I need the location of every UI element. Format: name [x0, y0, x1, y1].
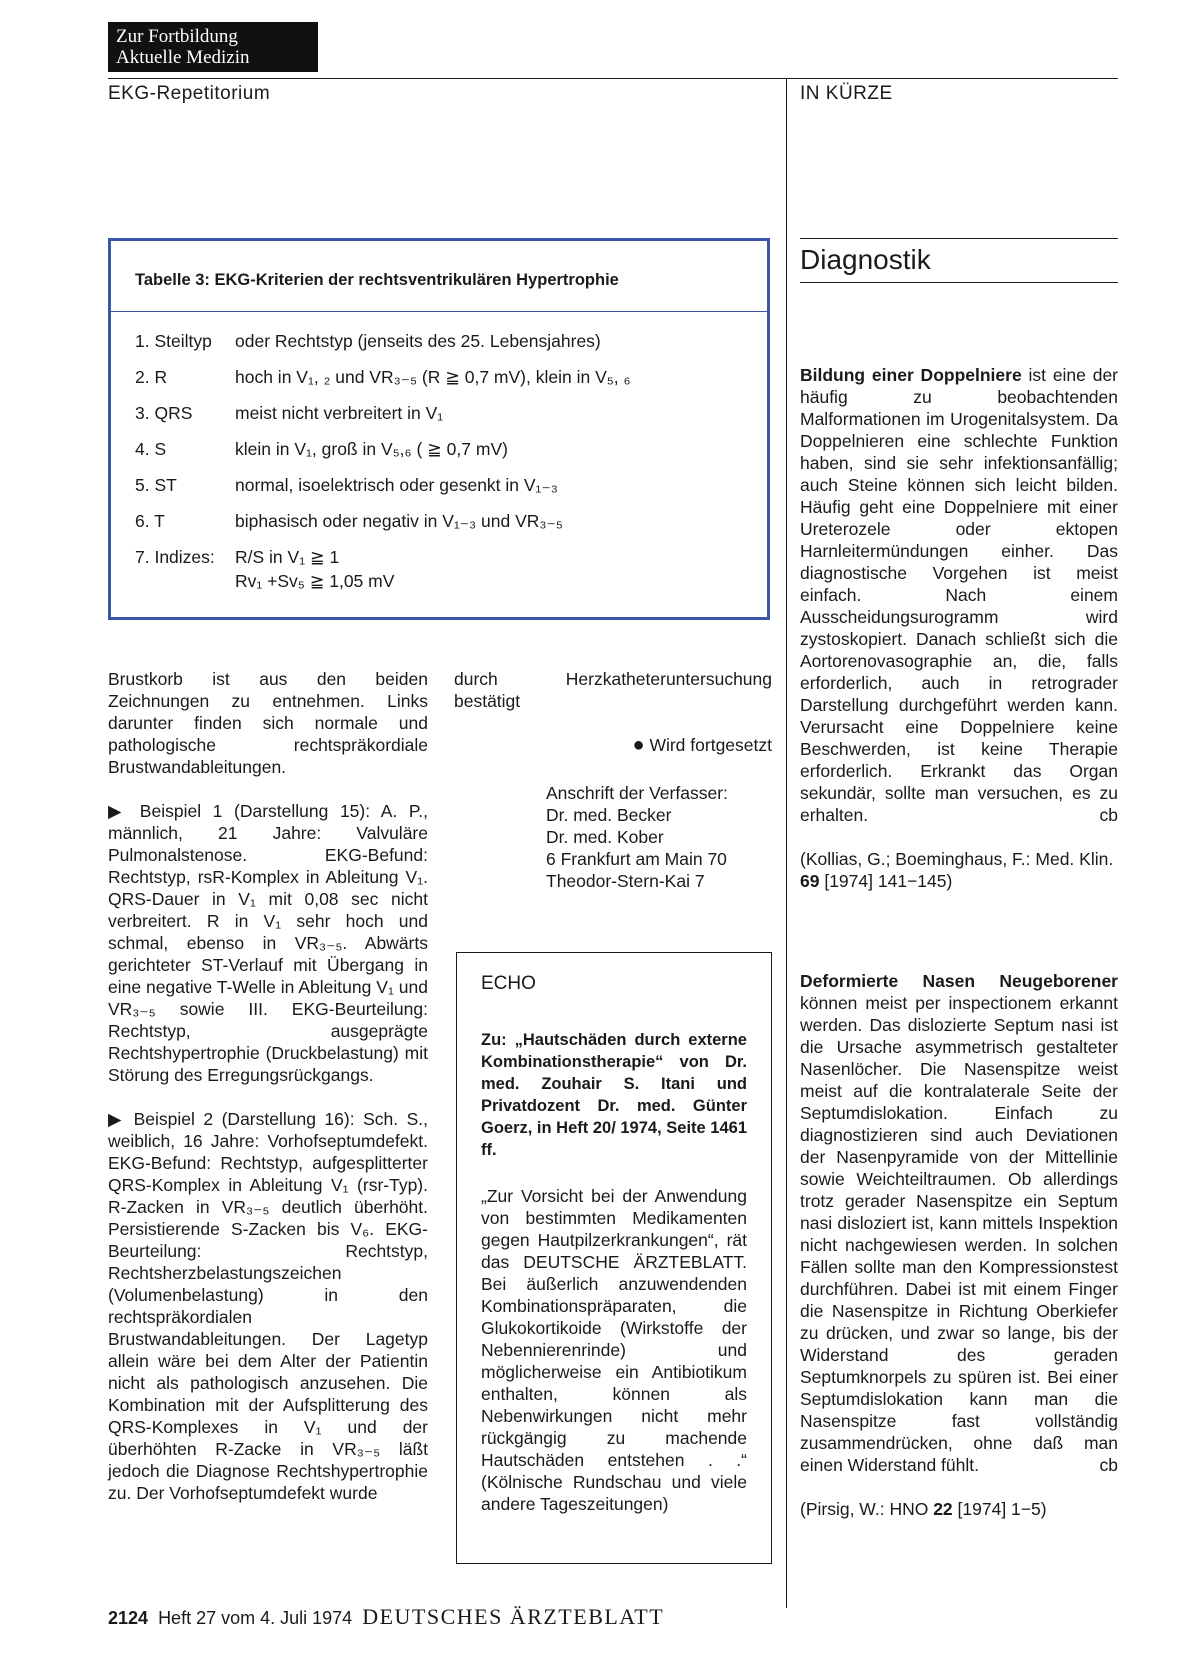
- left-column: [108, 668, 428, 1504]
- example-2-text: Beispiel 2 (Darstellung 16): Sch. S., weiblich, 16 Jahre: Vorhofseptumdefekt. EKG-Befund: Rechtstyp, aufgesplitterter QRS-Komplex in Ableitung V₁ (rsr-Typ). R-Zacken in VR₃₋₅ deutlich überhöht. Persistierende S-Zacken bis V₆. EKG-Beurteilung: Rechtstyp, Rechtsherzbelastungszeichen (Volumenbelastung) in den rechtspräkordialen Brustwandableitungen. Der Lagetyp allein wäre bei dem Alter der Patientin nicht als pathologisch anzusehen. Die Kombination mit der Aufsplitterung des QRS-Komplexes in V₁ und der überhöhten R-Zacke in VR₃₋₅ läßt jedoch die Diagnose Rechtshypertrophie zu. Der Vorhofseptumdefekt wurde: [108, 1109, 428, 1503]
- continued-note: [454, 734, 772, 756]
- article-nasen: [800, 970, 1118, 1520]
- row-label: 4. S: [135, 439, 167, 459]
- middle-column-text: durch Herzkatheteruntersuchung bestätigt: [454, 669, 772, 711]
- page-number: 2124: [108, 1608, 149, 1628]
- echo-label: ECHO: [481, 973, 536, 994]
- article-citation: [800, 1498, 1118, 1520]
- column-divider: [786, 78, 787, 1608]
- article-citation: [800, 848, 1118, 892]
- header-rule: [108, 78, 1118, 79]
- table-row: [111, 475, 761, 499]
- author-address: [546, 782, 772, 892]
- citation-volume: 69: [800, 871, 820, 891]
- table-row: [111, 511, 761, 535]
- row-label: 1. Steiltyp: [135, 331, 212, 351]
- heading-rule-top: [800, 238, 1118, 239]
- badge-line-2: Aktuelle Medizin: [116, 47, 250, 68]
- author-initials: cb: [1099, 1455, 1118, 1475]
- section-badge: [108, 22, 318, 72]
- address-line: Dr. med. Becker: [546, 805, 672, 825]
- row-value: R/S in V₁ ≧ 1: [235, 547, 340, 567]
- table-row-7-second-line: Rv₁ +Sv₅ ≧ 1,05 mV: [235, 571, 395, 591]
- row-value: meist nicht verbreitert in V₁: [235, 403, 444, 423]
- citation-volume: 22: [933, 1499, 953, 1519]
- article-text: ist eine der häufig zu beobachtenden Malformationen im Urogenitalsystem. Da Doppelnieren eine schlechte Funktion haben, sind sie sehr infektionsanfällig; auch Steine können sich leicht bilden. Häufig geht eine Doppelniere mit einer Ureterozele oder ektopen Harnleitermündungen einher. Das diagnostische Vorgehen ist meist einfach. Nach einem Ausscheidungsurogramm wird zystoskopiert. Danach schließt sich die Aortorenovasographie an, die, falls erforderlich, auch in retrograder Darstellung durchgeführt werden kann. Verursacht eine Doppelniere keine Beschwerden, ist keine Therapie erforderlich. Erkrankt das Organ sekundär, sollte man versuchen, es zu erhalten.: [800, 365, 1118, 825]
- table-title: Tabelle 3: EKG-Kriterien der rechtsventrikulären Hypertrophie: [135, 271, 619, 289]
- heading-rule-bottom: [800, 282, 1118, 283]
- row-value: hoch in V₁, ₂ und VR₃₋₅ (R ≧ 0,7 mV), klein in V₅, ₆: [235, 367, 631, 387]
- row-label: 7. Indizes:: [135, 547, 215, 567]
- address-line: Theodor-Stern-Kai 7: [546, 871, 705, 891]
- echo-box: [456, 952, 772, 1564]
- paragraph: Brustkorb ist aus den beiden Zeichnungen zu entnehmen. Links darunter finden sich normale und pathologische rechtspräkordiale Brustwandableitungen.: [108, 669, 428, 777]
- bullet-icon: ●: [632, 734, 645, 756]
- column-heading: Diagnostik: [800, 244, 931, 275]
- article-lead: Bildung einer Doppelniere: [800, 365, 1022, 385]
- row-label: 3. QRS: [135, 403, 193, 423]
- address-line: Anschrift der Verfasser:: [546, 783, 728, 803]
- issue-info: Heft 27 vom 4. Juli 1974: [158, 1608, 353, 1628]
- address-line: 6 Frankfurt am Main 70: [546, 849, 727, 869]
- journal-name: DEUTSCHES ÄRZTEBLATT: [362, 1604, 665, 1629]
- badge-line-1: Zur Fortbildung: [116, 26, 238, 47]
- section-title: EKG-Repetitorium: [108, 83, 271, 104]
- table-row: [111, 403, 761, 427]
- row-value: klein in V₁, groß in V₅,₆ ( ≧ 0,7 mV): [235, 439, 508, 459]
- example-1-text: Beispiel 1 (Darstellung 15): A. P., männlich, 21 Jahre: Valvuläre Pulmonalstenose. EKG-Befund: Rechtstyp, rsR-Komplex in Ableitung V₁. QRS-Dauer in V₁ mit 0,08 sec nicht verbreitert. R in V₁ sehr hoch und schmal, ebenso in VR₃₋₅. Abwärts gerichteter ST-Verlauf mit Übergang in eine negative T-Welle in Ableitung V₁ und VR₃₋₅ sowie III. EKG-Beurteilung: Rechtstyp, ausgeprägte Rechtshypertrophie (Druckbelastung) mit Störung des Erregungsrückgangs.: [108, 801, 428, 1085]
- arrow-icon: ▶: [108, 1109, 134, 1129]
- article-lead: Deformierte Nasen Neugeborener: [800, 971, 1118, 991]
- example-2: [108, 1108, 428, 1504]
- example-1: [108, 800, 428, 1086]
- row-value: biphasisch oder negativ in V₁₋₃ und VR₃₋₅: [235, 511, 563, 531]
- address-line: Dr. med. Kober: [546, 827, 664, 847]
- article-text: können meist per inspectionem erkannt werden. Das dislozierte Septum nasi ist die Ursache asymmetrisch gestalteter Nasenlöcher. Die Nasenspitze weist meist auf die kontralaterale Seite der Septumdislokation. Einfach zu diagnostizieren sind auch Deviationen der Nasenpyramide von der Mittellinie sowie Weichteiltraumen. Ob allerdings trotz gerader Nasenspitze ein Septum nasi disloziert ist, kann mittels Inspektion nicht nachgewiesen werden. In solchen Fällen sollte man den Kompressionstest durchführen. Dabei ist mit einem Finger die Nasenspitze in Richtung Oberkiefer zu drücken, und zwar so lange, bis der Widerstand des geraden Septumknorpels zu spüren ist. Bei einer Septumdislokation kann man die Nasenspitze fast vollständig zusammendrücken, ohne daß man einen Widerstand fühlt.: [800, 993, 1118, 1475]
- citation-pages: [1974] 141−145): [819, 871, 953, 891]
- row-label: 5. ST: [135, 475, 177, 495]
- row-value: oder Rechtstyp (jenseits des 25. Lebensjahres): [235, 331, 601, 351]
- table-row: [111, 367, 761, 391]
- table-row: [111, 547, 761, 571]
- echo-reference: Zu: „Hautschäden durch externe Kombinationstherapie“ von Dr. med. Zouhair S. Itani und Privatdozent Dr. med. Günter Goerz, in Heft 20/ 1974, Seite 1461 ff.: [481, 1031, 747, 1159]
- echo-quote: „Zur Vorsicht bei der Anwendung von bestimmten Medikamenten gegen Hautpilzerkrankungen“, rät das DEUTSCHE ÄRZTEBLATT. Bei äußerlich anzuwendenden Kombinationspräparaten, die Glukokortikoide (Wirkstoffe der Nebennierenrinde) und möglicherweise ein Antibiotikum enthalten, können als Nebenwirkungen nicht mehr rückgängig zu machende Hautschäden entstehen . .“ (Kölnische Rundschau und viele andere Tageszeitungen): [481, 1186, 747, 1514]
- citation-text: (Pirsig, W.: HNO: [800, 1499, 934, 1519]
- page-footer: [108, 1604, 664, 1630]
- right-section-title: IN KÜRZE: [800, 83, 893, 104]
- citation-text: (Kollias, G.; Boeminghaus, F.: Med. Klin.: [800, 849, 1114, 869]
- row-value: normal, isoelektrisch oder gesenkt in V₁₋₃: [235, 475, 558, 495]
- author-initials: cb: [1099, 805, 1118, 825]
- row-label: 6. T: [135, 511, 165, 531]
- row-label: 2. R: [135, 367, 168, 387]
- table-row: [111, 439, 761, 463]
- arrow-icon: ▶: [108, 801, 140, 821]
- continued-label: Wird fortgesetzt: [649, 735, 772, 755]
- table-row: [111, 331, 761, 355]
- criteria-table: [108, 238, 770, 620]
- citation-pages: [1974] 1−5): [952, 1499, 1047, 1519]
- article-doppelniere: [800, 364, 1118, 892]
- table-divider: [111, 311, 767, 312]
